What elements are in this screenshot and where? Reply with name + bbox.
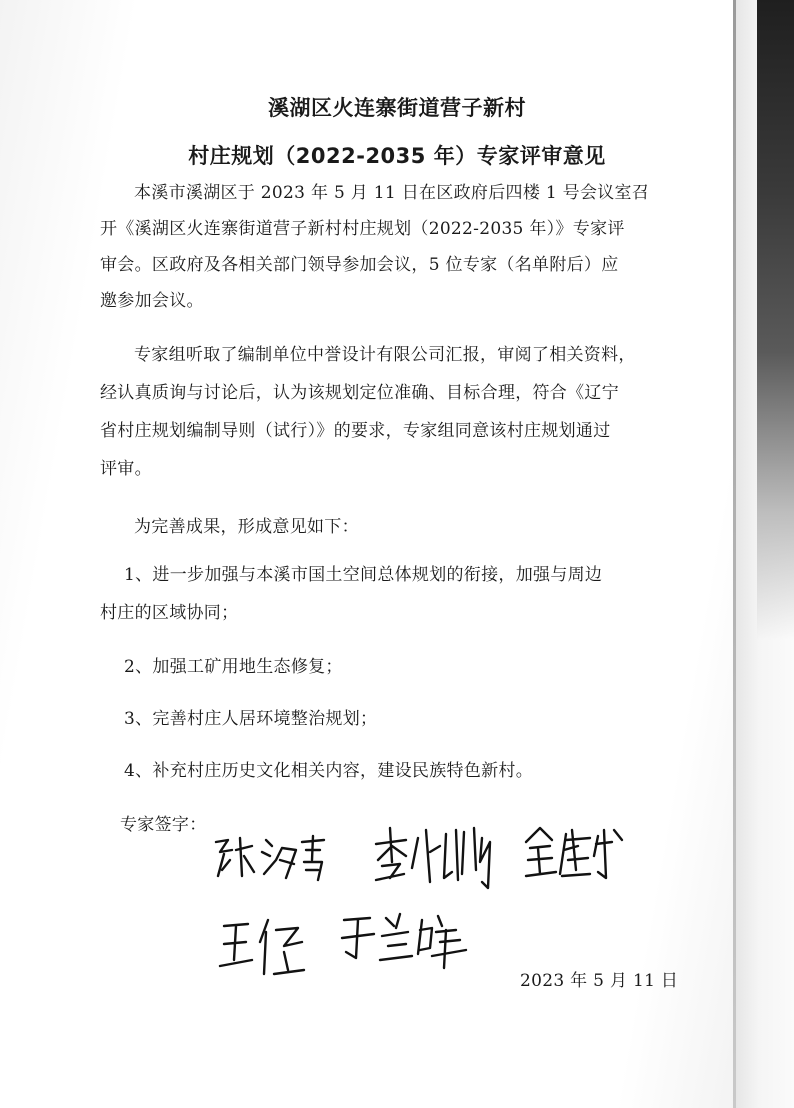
opinion4: 4、补充村庄历史文化相关内容，建设民族特色新村。: [124, 761, 534, 781]
signature-jin: [520, 820, 630, 886]
paragraph2-line4: 评审。: [100, 459, 152, 479]
opinion1-line1: 1、进一步加强与本溪市国土空间总体规划的衔接，加强与周边: [124, 565, 603, 585]
signature-label: 专家签字：: [120, 815, 207, 835]
paragraph2-line3: 省村庄规划编制导则（试行）》的要求，专家组同意该村庄规划通过: [100, 421, 611, 441]
paragraph2-line1: 专家组听取了编制单位中誉设计有限公司汇报，审阅了相关资料，: [134, 345, 636, 365]
opinion1-line2: 村庄的区域协同；: [100, 603, 239, 623]
signature-wang: [218, 912, 318, 982]
paragraph2-line2: 经认真质询与讨论后，认为该规划定位准确、目标合理，符合《辽宁: [100, 383, 619, 403]
document-title-line1: 溪湖区火连寨街道营子新村: [268, 96, 526, 120]
paragraph1-line4: 邀参加会议。: [100, 291, 204, 311]
paragraph1-line3: 审会。区政府及各相关部门领导参加会议，5 位专家（名单附后）应: [100, 255, 619, 275]
signature-zhang: [210, 830, 330, 888]
paragraph1-line1: 本溪市溪湖区于 2023 年 5 月 11 日在区政府后四楼 1 号会议室召: [134, 183, 650, 203]
signature-li: [370, 822, 500, 894]
opinion2: 2、加强工矿用地生态修复；: [124, 657, 343, 677]
document-date: 2023 年 5 月 11 日: [520, 971, 679, 991]
document-title-line2: 村庄规划（2022-2035 年）专家评审意见: [188, 144, 606, 168]
paragraph1-line2: 开《溪湖区火连寨街道营子新村村庄规划（2022-2035 年）》专家评: [100, 219, 625, 239]
opinions-intro: 为完善成果，形成意见如下：: [134, 517, 359, 537]
opinion3: 3、完善村庄人居环境整治规划；: [124, 709, 378, 729]
signature-yu: [336, 906, 472, 976]
